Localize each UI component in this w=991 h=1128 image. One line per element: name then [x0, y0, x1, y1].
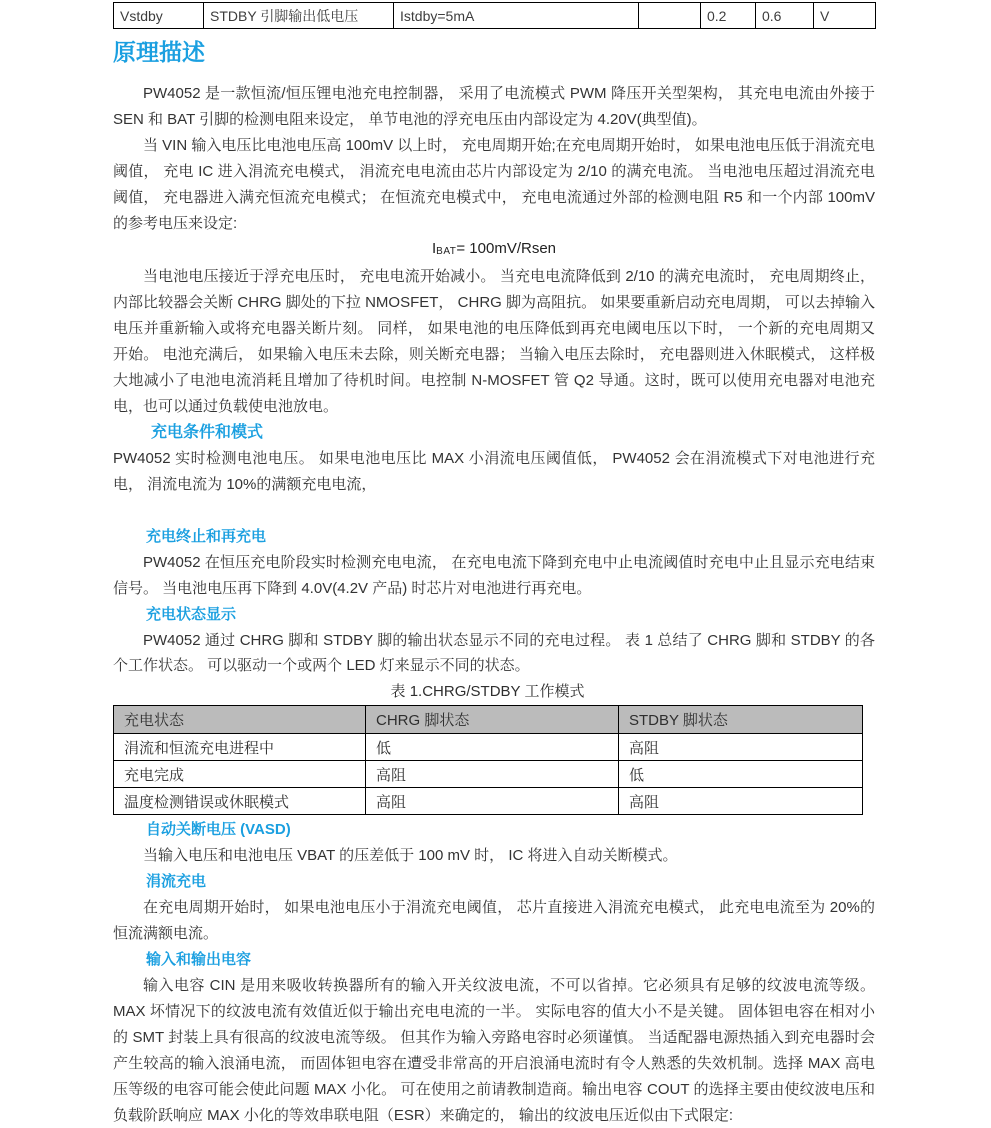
formula-subscript: BAT — [436, 246, 457, 258]
page-title: 原理描述 — [113, 39, 205, 65]
table1-cell: 高阻 — [619, 788, 863, 815]
paragraph-intro: PW4052 是一款恒流/恒压锂电池充电控制器， 采用了电流模式 PWM 降压开关型架构， 其充电电流由外接于 SEN 和 BAT 引脚的检测电阻来设定， 单节电池的浮充电压由内部设定为 4.20V(典型值)。 — [113, 85, 875, 128]
paragraph-termination-detail: 当电池电压接近于浮充电压时， 充电电流开始减小。 当充电电流降低到 2/10 的满充电流时， 充电周期终止， 内部比较器会关断 CHRG 脚处的下拉 NMOSFET， CHRG 脚为高阻抗。 如果要重新启动充电周期， 可以去掉输入电压并重新输入或将充电器关断片刻。 同样， 如果电池的电压降低到再充电阈电压以下时， 一个新的充电周期又开始。 电池充满后， 如果输入电压未去除，则关断充电器； 当输入电压去除时， 充电器则进入休眠模式， 这样极大地减小了电池电流消耗且增加了待机时间。电控制 N-MOSFET 管 Q2 导通。这时，既可以使用充电器对电池充电，也可以通过负载使电池放电。 — [113, 268, 875, 415]
heading-charge-status: 充电状态显示 — [146, 605, 237, 623]
table1-header-stdby: STDBY 脚状态 — [619, 706, 863, 734]
table-row — [114, 761, 863, 788]
table1-header-state: 充电状态 — [114, 706, 366, 734]
heading-trickle-charge: 涓流充电 — [146, 873, 207, 891]
paragraph-charge-cycle: 当 VIN 输入电压比电池电压高 100mV 以上时， 充电周期开始;在充电周期开始时， 如果电池电压低于涓流充电阈值， 充电 IC 进入涓流充电模式， 涓流充电电流由芯片内部设定为 2/10 的满充电流。 当电池电压超过涓流充电阈值， 充电器进入满充恒流充电模式； 在恒流充电模式中， 充电电流通过外部的检测电阻 R5 和一个内部 100mV 的参考电压来设定: — [113, 136, 875, 232]
chrg-stdby-mode-table — [113, 705, 863, 815]
table1-caption: 表 1.CHRG/STDBY 工作模式 — [390, 683, 585, 701]
spec-cell-min — [639, 3, 701, 29]
table1-cell: 高阻 — [619, 734, 863, 761]
table-row — [114, 734, 863, 761]
paragraph-charge-termination: PW4052 在恒压充电阶段实时检测充电电流， 在充电电流下降到充电中止电流阈值时充电中止且显示充电结束信号。 当电池电压再下降到 4.0V(4.2V 产品) 时芯片对电池进行再充电。 — [113, 553, 875, 597]
heading-io-capacitors: 输入和输出电容 — [146, 951, 252, 969]
heading-charge-conditions: 充电条件和模式 — [151, 423, 264, 441]
table1-cell: 低 — [619, 761, 863, 788]
formula-base: I — [431, 240, 437, 258]
table1-cell: 高阻 — [366, 761, 619, 788]
table-header-row — [114, 706, 863, 734]
table1-cell: 低 — [366, 734, 619, 761]
blank-line — [113, 498, 875, 524]
spec-cell-unit: V — [814, 3, 876, 29]
table1-cell: 温度检测错误或休眠模式 — [114, 788, 366, 815]
paragraph-charge-conditions: PW4052 实时检测电池电压。 如果电池电压比 MAX 小涓流电压阈值低， PW4052 会在涓流模式下对电池进行充电， 涓流电流为 10%的满额充电电流， — [113, 449, 875, 493]
spec-cell-parameter: STDBY 引脚输出低电压 — [204, 3, 394, 29]
formula-rest: = 100mV/Rsen — [456, 240, 557, 258]
paragraph-charge-status: PW4052 通过 CHRG 脚和 STDBY 脚的输出状态显示不同的充电过程。 表 1 总结了 CHRG 脚和 STDBY 的各个工作状态。 可以驱动一个或两个 LED 灯来显示不同的状态。 — [113, 631, 875, 675]
paragraph-io-capacitors: 输入电容 CIN 是用来吸收转换器所有的输入开关纹波电流，不可以省掉。它必须具有足够的纹波电流等级。 MAX 坏情况下的纹波电流有效值近似于输出充电电流的一半。 实际电容的值大小不是关键。 固体钽电容在相对小的 SMT 封装上具有很高的纹波电流等级。 但其作为输入旁路电容时必须谨慎。 当适配器电源热插入到充电器时会产生较高的输入浪涌电流， 而固体钽电容在遭受非常高的开启浪涌电流时有令人熟悉的失效机制。选择 MAX 高电压等级的电容可能会使此问题 MAX 小化。 可在使用之前请教制造商。输出电容 COUT 的选择主要由使纹波电压和负载阶跃响应 MAX 小化的等效串联电阻（ESR）来确定的， 输出的纹波电压近似由下式限定: — [113, 977, 875, 1124]
table1-cell: 高阻 — [366, 788, 619, 815]
table1-cell: 充电完成 — [114, 761, 366, 788]
heading-auto-shutdown: 自动关断电压 (VASD) — [146, 821, 291, 839]
heading-charge-termination: 充电终止和再充电 — [146, 527, 267, 545]
spec-cell-max: 0.6 — [756, 3, 814, 29]
paragraph-trickle-charge: 在充电周期开始时， 如果电池电压小于涓流充电阈值， 芯片直接进入涓流充电模式， 此充电电流至为 20%的恒流满额电流。 — [113, 899, 875, 943]
spec-cell-symbol: Vstdby — [114, 3, 204, 29]
spec-cell-typ: 0.2 — [701, 3, 756, 29]
table1-cell: 涓流和恒流充电进程中 — [114, 734, 366, 761]
paragraph-auto-shutdown: 当输入电压和电池电压 VBAT 的压差低于 100 mV 时， IC 将进入自动关断模式。 — [143, 847, 678, 865]
spec-cell-condition: Istdby=5mA — [394, 3, 639, 29]
table1-header-chrg: CHRG 脚状态 — [366, 706, 619, 734]
spec-table-row — [114, 3, 876, 29]
formula-ibat — [113, 236, 875, 264]
spec-table-fragment — [113, 2, 876, 29]
document-page — [0, 2, 991, 1124]
table-row — [114, 788, 863, 815]
